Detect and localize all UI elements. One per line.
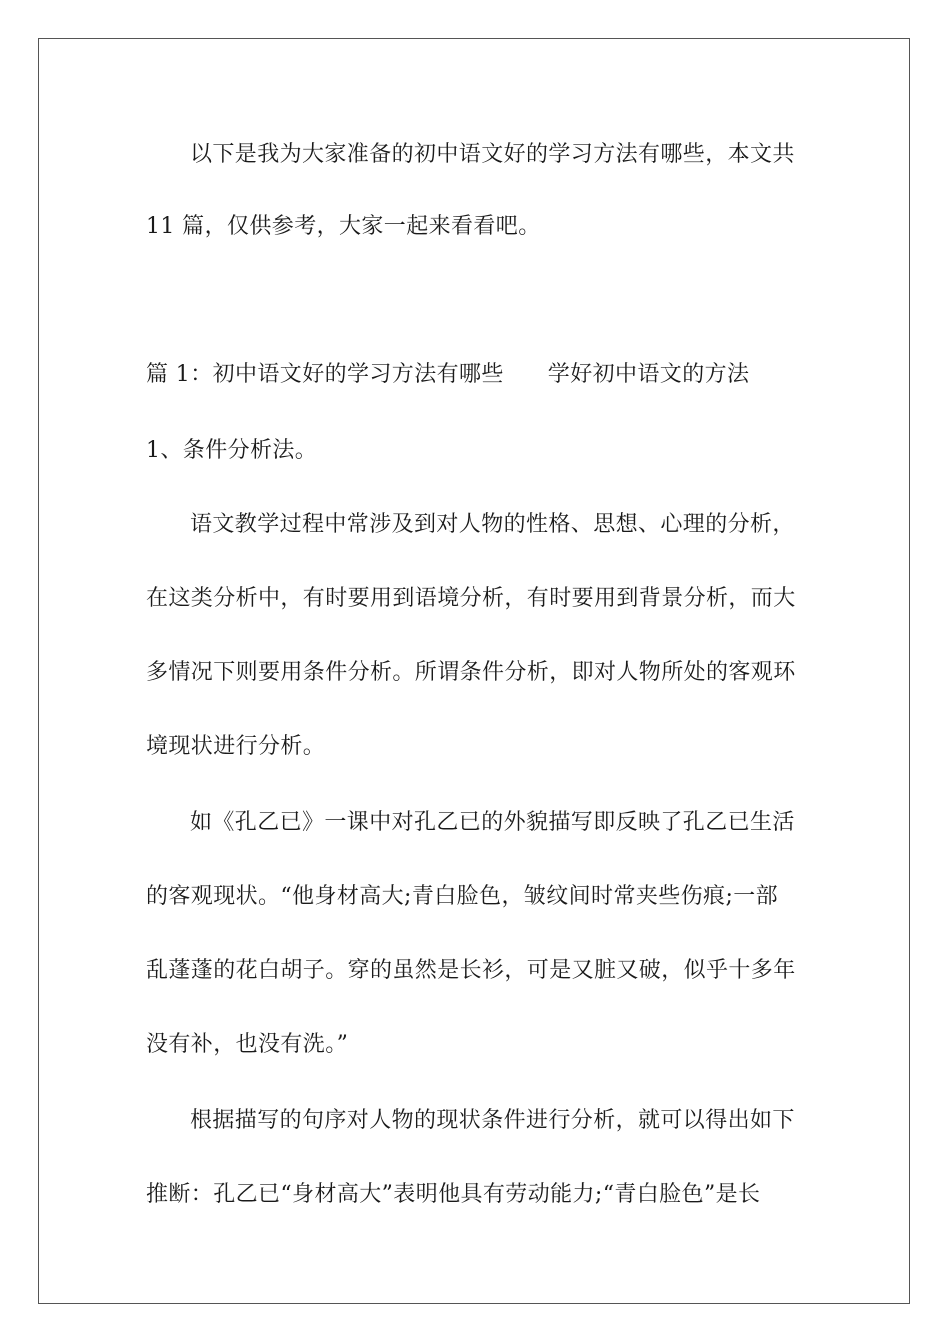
paragraph-3-line-1: 根据描写的句序对人物的现状条件进行分析，就可以得出如下	[190, 1108, 795, 1133]
paragraph-3-line-2: 推断：孔乙已“身材高大”表明他具有劳动能力;“青白脸色”是长	[146, 1182, 761, 1207]
paragraph-1-line-4: 境现状进行分析。	[146, 734, 326, 759]
paragraph-1-line-2: 在这类分析中，有时要用到语境分析，有时要用到背景分析，而大	[146, 586, 796, 611]
paragraph-2-line-3: 乱蓬蓬的花白胡子。穿的虽然是长衫，可是又脏又破，似乎十多年	[146, 958, 796, 983]
section-title: 1、条件分析法。	[146, 438, 318, 463]
heading-left: 篇 1：初中语文好的学习方法有哪些	[146, 362, 504, 387]
intro-line-2: 11 篇，仅供参考，大家一起来看看吧。	[146, 214, 541, 239]
intro-line-1: 以下是我为大家准备的初中语文好的学习方法有哪些，本文共	[190, 142, 795, 167]
heading-right: 学好初中语文的方法	[547, 362, 750, 387]
paragraph-2-line-4: 没有补，也没有洗。”	[146, 1032, 349, 1057]
paragraph-1-line-1: 语文教学过程中常涉及到对人物的性格、思想、心理的分析，	[190, 512, 795, 537]
paragraph-2-line-1: 如《孔乙已》一课中对孔乙已的外貌描写即反映了孔乙已生活	[190, 810, 795, 835]
paragraph-1-line-3: 多情况下则要用条件分析。所谓条件分析，即对人物所处的客观环	[146, 660, 796, 685]
section-heading	[146, 360, 749, 390]
paragraph-2-line-2: 的客观现状。“他身材高大;青白脸色，皱纹间时常夹些伤痕;一部	[146, 884, 779, 909]
